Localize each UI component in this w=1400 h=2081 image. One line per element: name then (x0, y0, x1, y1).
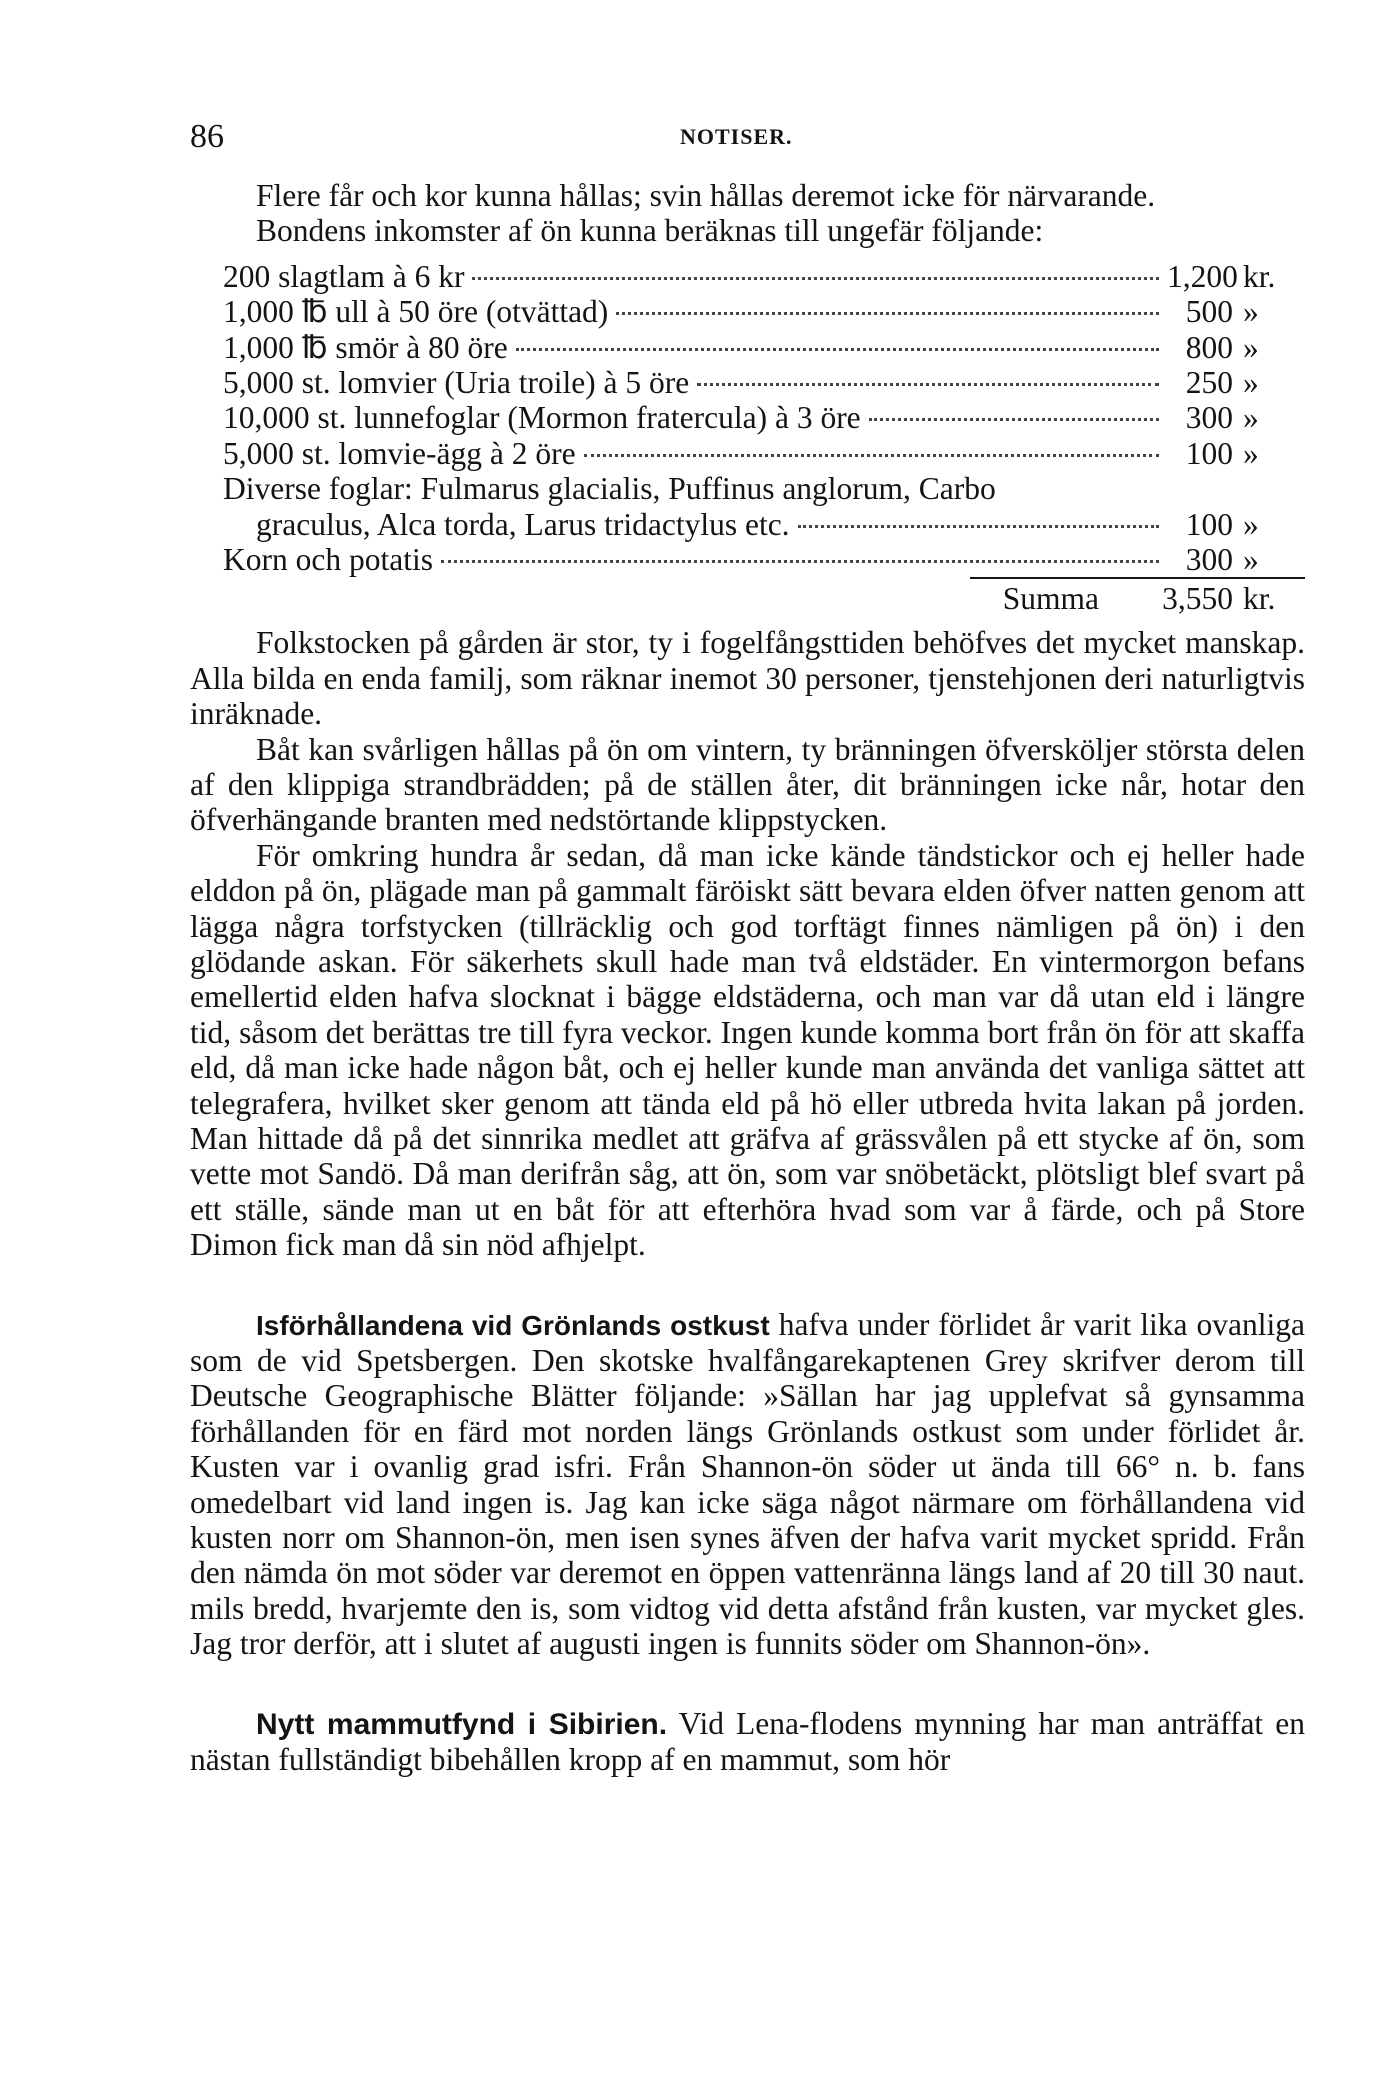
page-header (190, 118, 1305, 158)
ice-section-heading: Isförhållandena vid Grönlands ostkust (256, 1309, 770, 1341)
body-paragraph: Båt kan svårligen hållas på ön om vintern, ty bränningen öfversköljer största delen af den klippiga strandbrädden; på de ställen åter, dit bränningen icke når, hotar den öfverhängande branten med nedstörtande klippstycken. (190, 731, 1305, 838)
dot-leader (697, 383, 1159, 386)
dot-leader (584, 454, 1159, 457)
income-unit: » (1243, 435, 1259, 471)
income-item: 10,000 st. lunnefoglar (Mormon fratercula) à 3 öre (223, 400, 861, 436)
income-row (190, 507, 1305, 542)
income-amount: 500 (1185, 294, 1233, 330)
income-item: 5,000 st. lomvie-ägg à 2 öre (223, 435, 576, 471)
dot-leader (798, 525, 1159, 528)
income-item: 1,000 ℔ ull à 50 öre (otvättad) (223, 294, 609, 330)
income-unit: » (1243, 400, 1259, 436)
mammoth-section-heading: Nytt mammutfynd i Sibirien. (256, 1707, 668, 1741)
sum-row (190, 581, 1305, 619)
income-row (190, 259, 1305, 294)
income-item: graculus, Alca torda, Larus tridactylus etc. (256, 506, 790, 542)
page-body (190, 178, 1305, 1778)
income-item: 5,000 st. lomvier (Uria troile) à 5 öre (223, 364, 690, 400)
income-row (190, 542, 1305, 577)
income-unit: kr. (1243, 258, 1276, 294)
income-row (190, 330, 1305, 365)
sum-rule (970, 577, 1305, 579)
income-amount: 100 (1185, 506, 1233, 542)
income-unit: » (1243, 506, 1259, 542)
income-row (190, 436, 1305, 471)
dot-leader (616, 312, 1159, 315)
running-head: NOTISER. (680, 124, 793, 149)
income-row (190, 471, 1305, 506)
mammoth-section-text: Vid Lena-flodens mynning har man anträffat en nästan fullständigt bibehållen kropp af en mammut, som hör (190, 1705, 1306, 1778)
intro-line: Flere får och kor kunna hållas; svin hållas deremot icke för närvarande. (256, 178, 1156, 213)
income-amount: 100 (1185, 435, 1233, 471)
income-unit: » (1243, 329, 1259, 365)
income-unit: » (1243, 541, 1259, 577)
income-unit: » (1243, 364, 1259, 400)
income-amount: 300 (1185, 400, 1233, 436)
dot-leader (472, 277, 1159, 280)
income-item: Korn och potatis (223, 541, 433, 577)
sum-amount: 3,550 (1162, 581, 1233, 617)
income-amount: 800 (1185, 329, 1233, 365)
income-unit: » (1243, 294, 1259, 330)
income-amount: 1,200 (1167, 258, 1238, 294)
sum-rule-row (190, 577, 1305, 581)
dot-leader (441, 560, 1159, 563)
income-row (190, 294, 1305, 329)
page-number: 86 (190, 118, 224, 155)
income-item: 200 slagtlam à 6 kr (223, 258, 465, 294)
body-paragraph: För omkring hundra år sedan, då man icke kände tändstickor och ej heller hade elddon på ön, plägade man på gammalt färöiskt sätt bevara elden öfver natten genom att lägga några torfstycken (tillräcklig och god torftägt finnes nämligen på ön) i den glödande askan. För säkerhets skull hade man två eldstäder. En vintermorgon befans emellertid elden hafva slocknat i bägge eldstäderna, och man var då utan eld i längre tid, såsom det berättas tre till fyra veckor. Ingen kunde komma bort från ön för att skaffa eld, då man icke hade någon båt, och ej heller kunde man använda det vanliga sättet att telegrafera, hvilket sker genom att tända eld på hö eller utbreda hvita lakan på jorden. Man hittade då på det sinnrika medlet att gräfva af grässvålen på ett stycke af ön, som vette mot Sandö. Då man derifrån såg, att ön, som var snöbetäckt, plötsligt blef svart på ett ställe, sände man ut en båt för att efterhöra hvad som var å färde, och på Store Dimon fick man då sin nöd afhjelpt. (190, 837, 1305, 1263)
sum-label: Summa (1002, 581, 1099, 617)
mammoth-section (190, 1706, 1305, 1778)
income-row (190, 400, 1305, 435)
ice-section (190, 1307, 1305, 1662)
income-item: Diverse foglar: Fulmarus glacialis, Puffinus anglorum, Carbo (223, 471, 996, 507)
body-paragraph: Folkstocken på gården är stor, ty i fogelfångsttiden behöfves det mycket manskap. Alla bilda en enda familj, som räknar inemot 30 personer, tjenstehjonen deri naturligtvis inräknade. (190, 625, 1305, 732)
income-amount: 250 (1185, 364, 1233, 400)
sum-unit: kr. (1243, 581, 1276, 617)
income-table (190, 259, 1305, 620)
income-item: 1,000 ℔ smör à 80 öre (223, 329, 508, 365)
income-amount: 300 (1185, 541, 1233, 577)
dot-leader (869, 418, 1159, 421)
intro-line: Bondens inkomster af ön kunna beräknas till ungefär följande: (256, 213, 1044, 249)
ice-section-text: hafva under förlidet år varit lika ovanliga som de vid Spetsbergen. Den skotske hvalfångarekaptenen Grey skrifver derom till Deutsche Geographische Blätter följande: »Sällan har jag upplefvat så gynsamma förhållanden för en färd mot norden längs Grönlands ostkust som under förlidet år. Kusten var i ovanlig grad isfri. Från Shannon-ön söder ut ända till 66° n. b. fans omedelbart vid land ingen is. Jag kan icke säga något närmare om förhållandena vid kusten norr om Shannon-ön, men isen synes äfven der hafva varit mycket spridd. Från den nämda ön mot söder var deremot en öppen vattenränna längs land af 20 till 30 naut. mils bredd, hvarjemte den is, som vidtog vid detta afstånd från kusten, var mycket gles. Jag tror derför, att i slutet af augusti ingen is funnits söder om Shannon-ön». (190, 1306, 1305, 1662)
dot-leader (516, 348, 1159, 351)
income-row (190, 365, 1305, 400)
